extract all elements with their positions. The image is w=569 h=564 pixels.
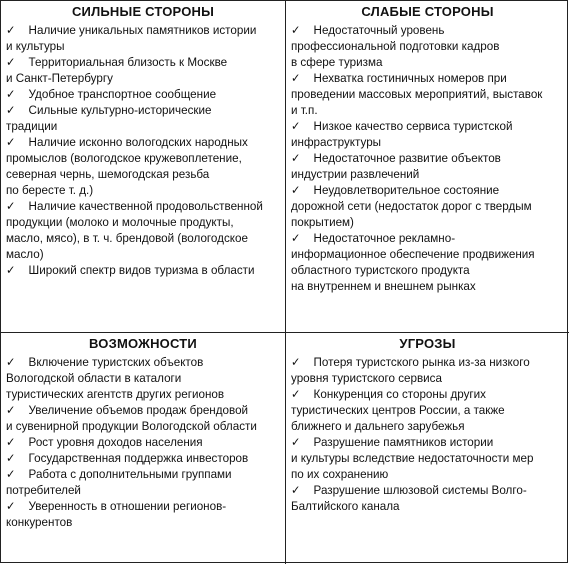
check-icon: ✓ [291, 23, 301, 37]
list-item [6, 466, 279, 498]
check-icon: ✓ [6, 499, 16, 513]
list-item [291, 434, 563, 482]
list-item-text: Конкуренция со стороны других туристических центров России, а также ближнего и дальнего зарубежья [291, 387, 505, 433]
list-item-text: Широкий спектр видов туризма в области [28, 263, 255, 277]
list-item [291, 150, 563, 182]
check-icon: ✓ [291, 435, 301, 449]
list-item-text: Наличие качественной продовольственной продукции (молоко и молочные продукты, масло, мясо), в т. ч. брендовой (вологодское масло) [6, 199, 263, 261]
list-item-text: Удобное транспортное сообщение [28, 87, 217, 101]
strengths-heading: СИЛЬНЫЕ СТОРОНЫ [71, 4, 215, 19]
check-icon: ✓ [291, 483, 301, 497]
list-item-text: Низкое качество сервиса туристской инфраструктуры [291, 119, 513, 149]
check-icon: ✓ [6, 263, 16, 277]
weaknesses-cell [286, 1, 569, 333]
list-item [6, 54, 279, 86]
check-icon: ✓ [6, 135, 16, 149]
list-item-text: Разрушение шлюзовой системы Волго- Балтийского канала [291, 483, 527, 513]
check-icon: ✓ [6, 55, 16, 69]
list-item [6, 198, 279, 262]
check-icon: ✓ [6, 403, 16, 417]
threats-heading: УГРОЗЫ [399, 336, 456, 351]
list-item-text: Работа с дополнительными группами потребителей [6, 467, 232, 497]
check-icon: ✓ [6, 87, 16, 101]
check-icon: ✓ [6, 23, 16, 37]
strengths-list [6, 22, 280, 278]
check-icon: ✓ [291, 183, 301, 197]
list-item-text: Государственная поддержка инвесторов [28, 451, 249, 465]
list-item [6, 86, 279, 102]
list-item-text: Рост уровня доходов населения [28, 435, 203, 449]
check-icon: ✓ [291, 231, 301, 245]
list-item [6, 102, 279, 134]
list-item [6, 450, 279, 466]
check-icon: ✓ [6, 199, 16, 213]
check-icon: ✓ [6, 103, 16, 117]
list-item [6, 262, 279, 278]
check-icon: ✓ [291, 151, 301, 165]
list-item [291, 230, 563, 294]
list-item-text: Потеря туристского рынка из-за низкого уровня туристского сервиса [291, 355, 530, 385]
list-item [291, 118, 563, 150]
list-item-text: Недостаточный уровень профессиональной подготовки кадров в сфере туризма [291, 23, 500, 69]
list-item [291, 182, 563, 230]
list-item-text: Наличие исконно вологодских народных промыслов (вологодское кружевоплетение, северная чернь, шемогодская резьба по бересте т. д.) [6, 135, 248, 197]
list-item-text: Территориальная близость к Москве и Санкт-Петербургу [6, 55, 228, 85]
list-item-text: Увеличение объемов продаж брендовой и сувенирной продукции Вологодской области [6, 403, 257, 433]
opportunities-heading: ВОЗМОЖНОСТИ [89, 336, 197, 351]
list-item-text: Нехватка гостиничных номеров при проведении массовых мероприятий, выставок и т.п. [291, 71, 543, 117]
list-item-text: Наличие уникальных памятников истории и культуры [6, 23, 257, 53]
list-item [6, 354, 279, 402]
weaknesses-list [291, 22, 564, 294]
list-item-text: Уверенность в отношении регионов- конкурентов [6, 499, 227, 529]
check-icon: ✓ [6, 451, 16, 465]
check-icon: ✓ [6, 355, 16, 369]
list-item [291, 386, 563, 434]
list-item [6, 134, 279, 198]
check-icon: ✓ [291, 119, 301, 133]
check-icon: ✓ [6, 435, 16, 449]
list-item-text: Недостаточное рекламно- информационное обеспечение продвижения областного туристского продукта на внутреннем и внешнем рынках [291, 231, 535, 293]
list-item [291, 22, 563, 70]
strengths-cell [1, 1, 286, 333]
check-icon: ✓ [291, 355, 301, 369]
opportunities-cell [1, 333, 286, 564]
list-item-text: Недостаточное развитие объектов индустрии развлечений [291, 151, 501, 181]
list-item-text: Включение туристских объектов Вологодской области в каталоги туристических агентств других регионов [6, 355, 225, 401]
check-icon: ✓ [291, 387, 301, 401]
list-item [6, 498, 279, 530]
list-item-text: Разрушение памятников истории и культуры вследствие недостаточности мер по их сохранению [291, 435, 534, 481]
list-item [291, 354, 563, 386]
list-item [291, 482, 563, 514]
check-icon: ✓ [6, 467, 16, 481]
list-item-text: Неудовлетворительное состояние дорожной сети (недостаток дорог с твердым покрытием) [291, 183, 532, 229]
threats-cell [286, 333, 569, 564]
threats-list [291, 354, 564, 514]
list-item [291, 70, 563, 118]
list-item [6, 22, 279, 54]
opportunities-list [6, 354, 280, 530]
list-item-text: Сильные культурно-исторические традиции [6, 103, 212, 133]
list-item [6, 402, 279, 434]
list-item [6, 434, 279, 450]
weaknesses-heading: СЛАБЫЕ СТОРОНЫ [361, 4, 494, 19]
check-icon: ✓ [291, 71, 301, 85]
